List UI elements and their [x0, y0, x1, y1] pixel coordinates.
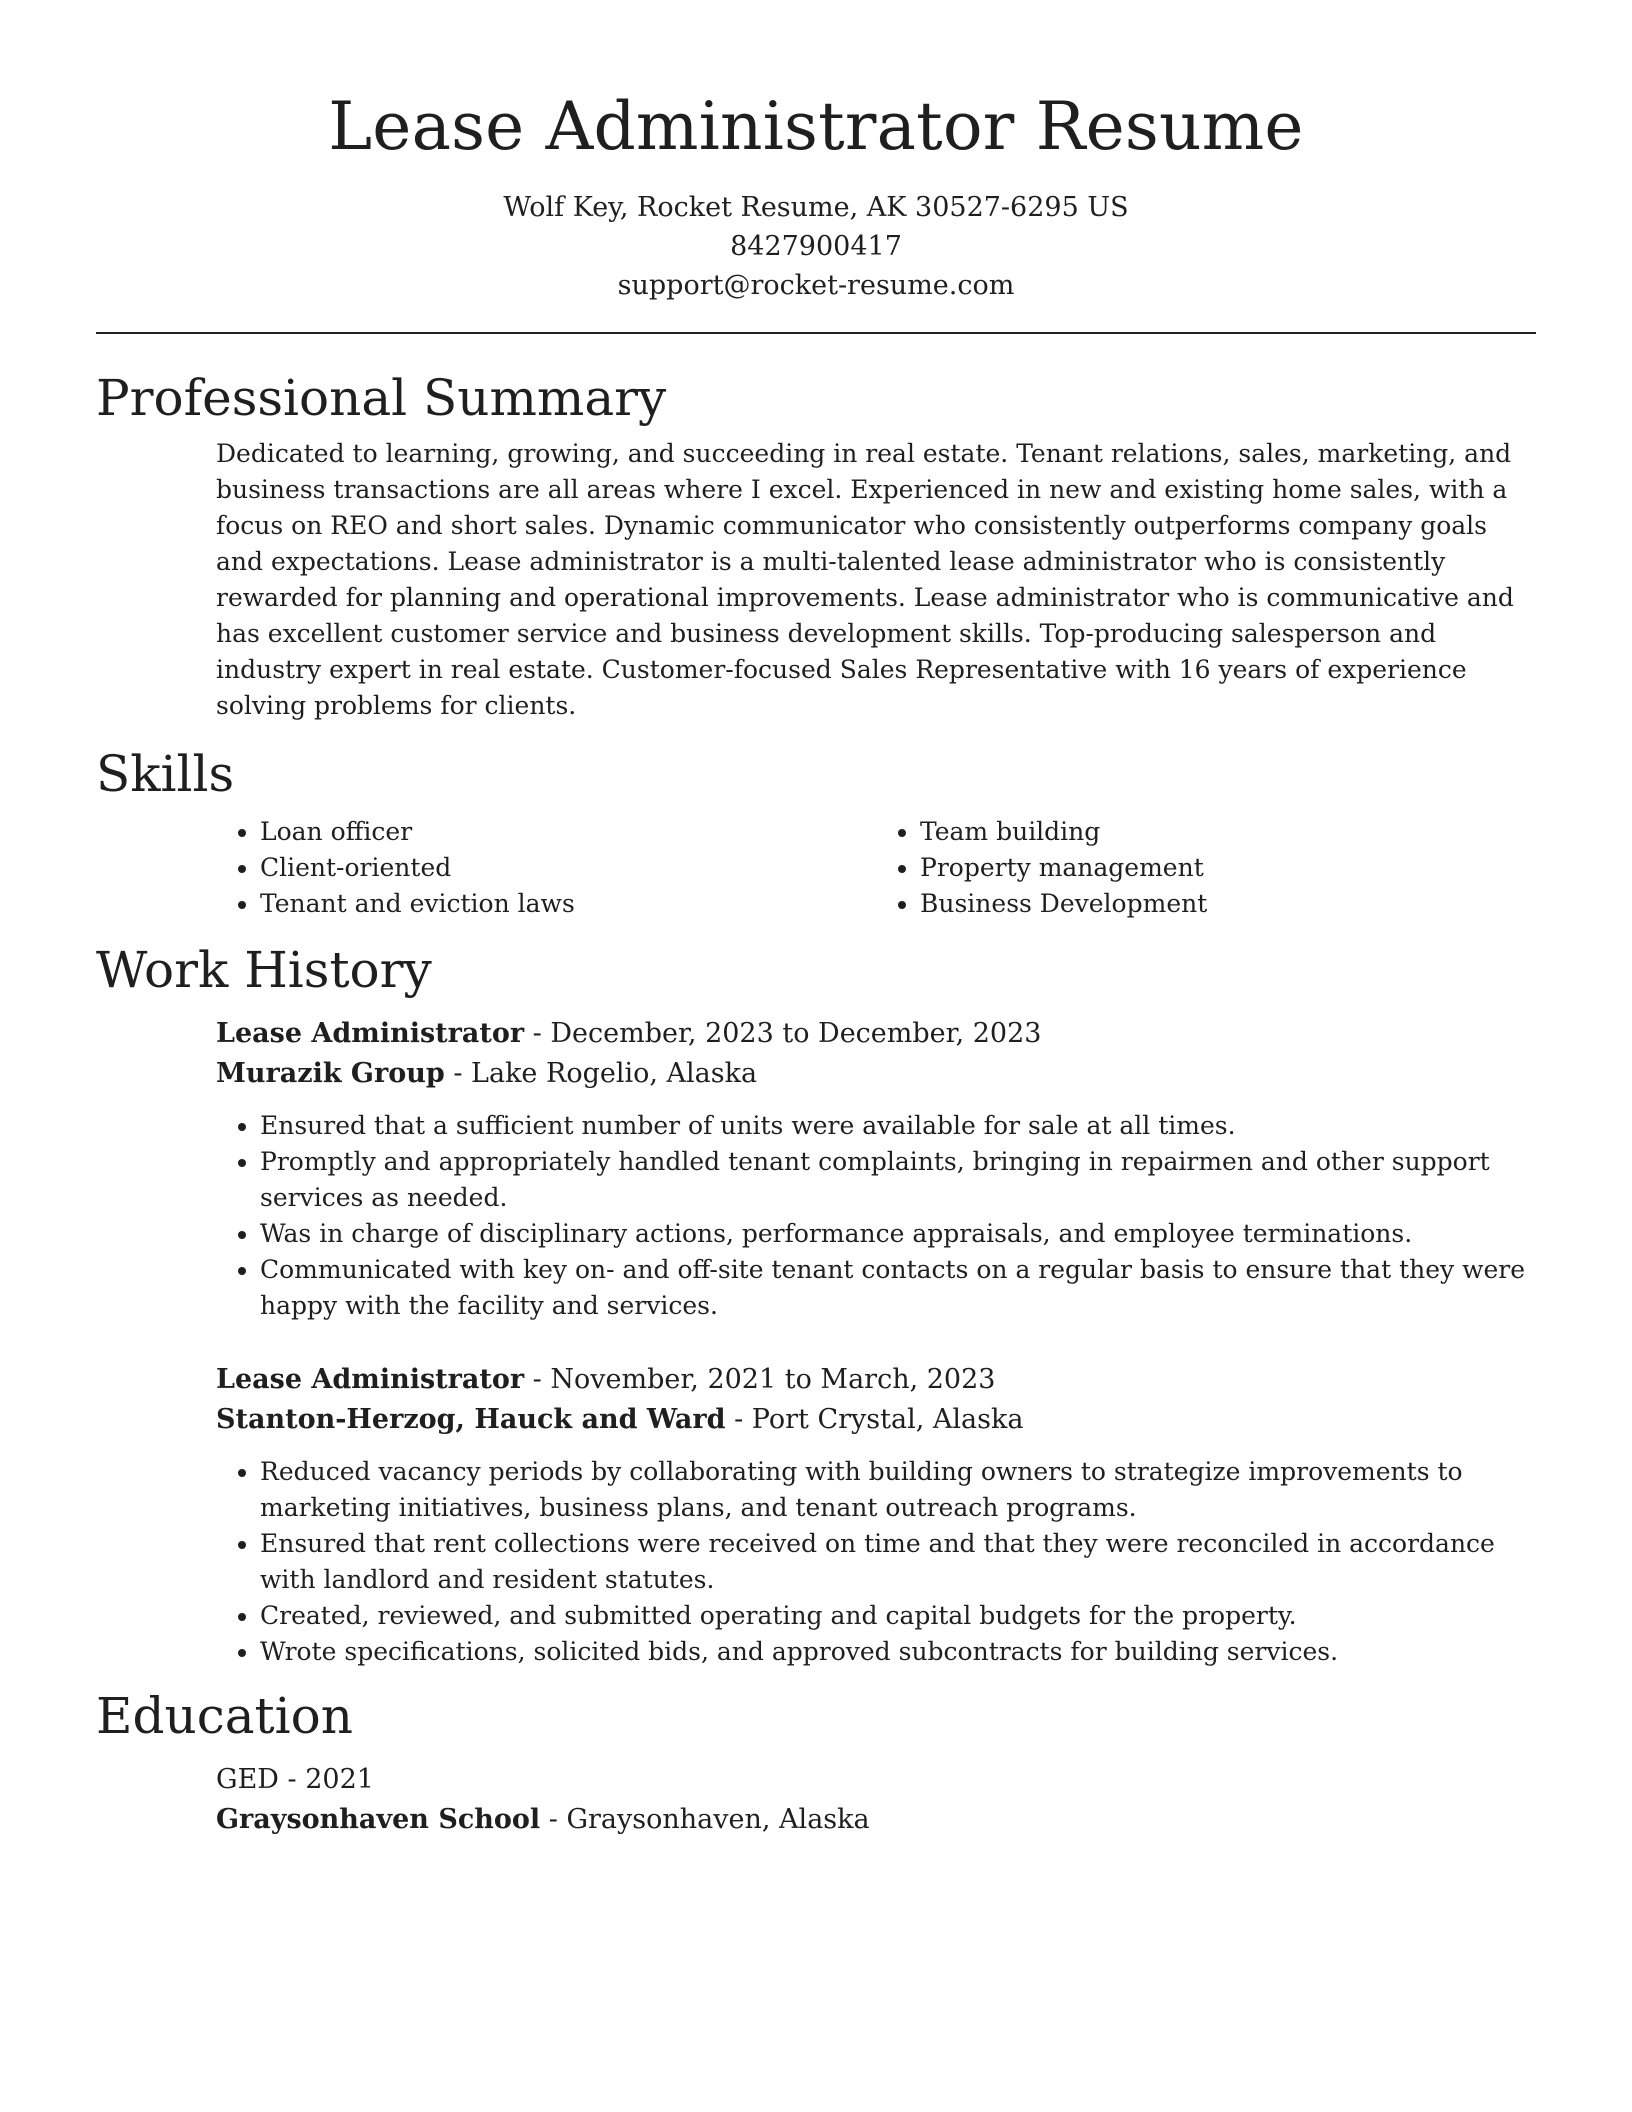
job-company: Stanton-Herzog, Hauck and Ward	[216, 1404, 726, 1435]
education-location: - Graysonhaven, Alaska	[540, 1804, 870, 1835]
education-year: - 2021	[278, 1764, 374, 1795]
summary-heading: Professional Summary	[96, 369, 667, 427]
contact-block	[96, 188, 1536, 305]
job-role: Lease Administrator	[216, 1364, 525, 1395]
job-bullets	[216, 1108, 1536, 1324]
resume-page	[96, 0, 1536, 1840]
work-history-section	[96, 940, 1536, 1670]
job-bullet: • Ensured that rent collections were received on time and that they were reconciled in accordance with landlord and resident statutes.	[260, 1526, 1536, 1598]
job-bullet: • Created, reviewed, and submitted operating and capital budgets for the property.	[260, 1598, 1536, 1634]
job-company: Murazik Group	[216, 1058, 445, 1089]
job-dates: - December, 2023 to December, 2023	[524, 1018, 1042, 1049]
job-role: Lease Administrator	[216, 1018, 525, 1049]
job-location: - Lake Rogelio, Alaska	[444, 1058, 758, 1089]
resume-title: Lease Administrator Resume	[328, 88, 1304, 165]
education-school-line	[216, 1800, 1536, 1840]
work-history-heading: Work History	[96, 941, 432, 999]
resume-header	[96, 0, 1536, 305]
skills-heading: Skills	[96, 745, 235, 803]
job-bullet: • Reduced vacancy periods by collaborating with building owners to strategize improvements to marketing initiatives, business plans, and tenant outreach programs.	[260, 1454, 1536, 1526]
education-school: Graysonhaven School	[216, 1804, 541, 1835]
job-entry	[216, 1014, 1536, 1324]
summary-text: Dedicated to learning, growing, and succeeding in real estate. Tenant relations, sales, marketing, and business transactions are all areas where I excel. Experienced in new and existing home sales, with a focus on REO and short sales. Dynamic communicator who consistently outperforms company goals and expectations. Lease administrator is a multi-talented lease administrator who is consistently rewarded for planning and operational improvements. Lease administrator who is communicative and has excellent customer service and business development skills. Top-producing salesperson and industry expert in real estate. Customer-focused Sales Representative with 16 years of experience solving problems for clients.	[216, 439, 1514, 720]
skill-item: • Business Development	[920, 886, 1536, 922]
job-dates: - November, 2021 to March, 2023	[524, 1364, 996, 1395]
job-company-line	[216, 1054, 1536, 1094]
skill-item: • Property management	[920, 850, 1536, 886]
skill-item: • Team building	[920, 814, 1536, 850]
education-heading: Education	[96, 1687, 353, 1745]
job-bullets	[216, 1454, 1536, 1670]
contact-phone: 8427900417	[730, 231, 902, 262]
skill-item: • Client-oriented	[260, 850, 876, 886]
job-bullet: • Was in charge of disciplinary actions, performance appraisals, and employee terminations.	[260, 1216, 1536, 1252]
job-bullet: • Wrote specifications, solicited bids, and approved subcontracts for building services.	[260, 1634, 1536, 1670]
skill-item: • Tenant and eviction laws	[260, 886, 876, 922]
skills-list-left	[216, 814, 876, 922]
job-title-line	[216, 1014, 1536, 1054]
education-degree: GED	[216, 1764, 279, 1795]
education-entry	[216, 1760, 1536, 1840]
education-section	[96, 1686, 1536, 1840]
skill-item: • Loan officer	[260, 814, 876, 850]
job-title-line	[216, 1360, 1536, 1400]
skills-list-right	[876, 814, 1536, 922]
skills-grid	[216, 814, 1536, 922]
job-company-line	[216, 1400, 1536, 1440]
contact-address: Wolf Key, Rocket Resume, AK 30527-6295 US	[503, 192, 1129, 223]
professional-summary-section	[96, 368, 1536, 724]
job-bullet: • Communicated with key on- and off-site tenant contacts on a regular basis to ensure that they were happy with the facility and services.	[260, 1252, 1536, 1324]
job-bullet: • Promptly and appropriately handled tenant complaints, bringing in repairmen and other support services as needed.	[260, 1144, 1536, 1216]
contact-email: support@rocket-resume.com	[617, 270, 1015, 301]
job-entry	[216, 1360, 1536, 1670]
job-location: - Port Crystal, Alaska	[725, 1404, 1024, 1435]
job-bullet: • Ensured that a sufficient number of units were available for sale at all times.	[260, 1108, 1536, 1144]
skills-section	[96, 744, 1536, 922]
header-divider	[96, 332, 1536, 334]
education-degree-line	[216, 1760, 1536, 1800]
